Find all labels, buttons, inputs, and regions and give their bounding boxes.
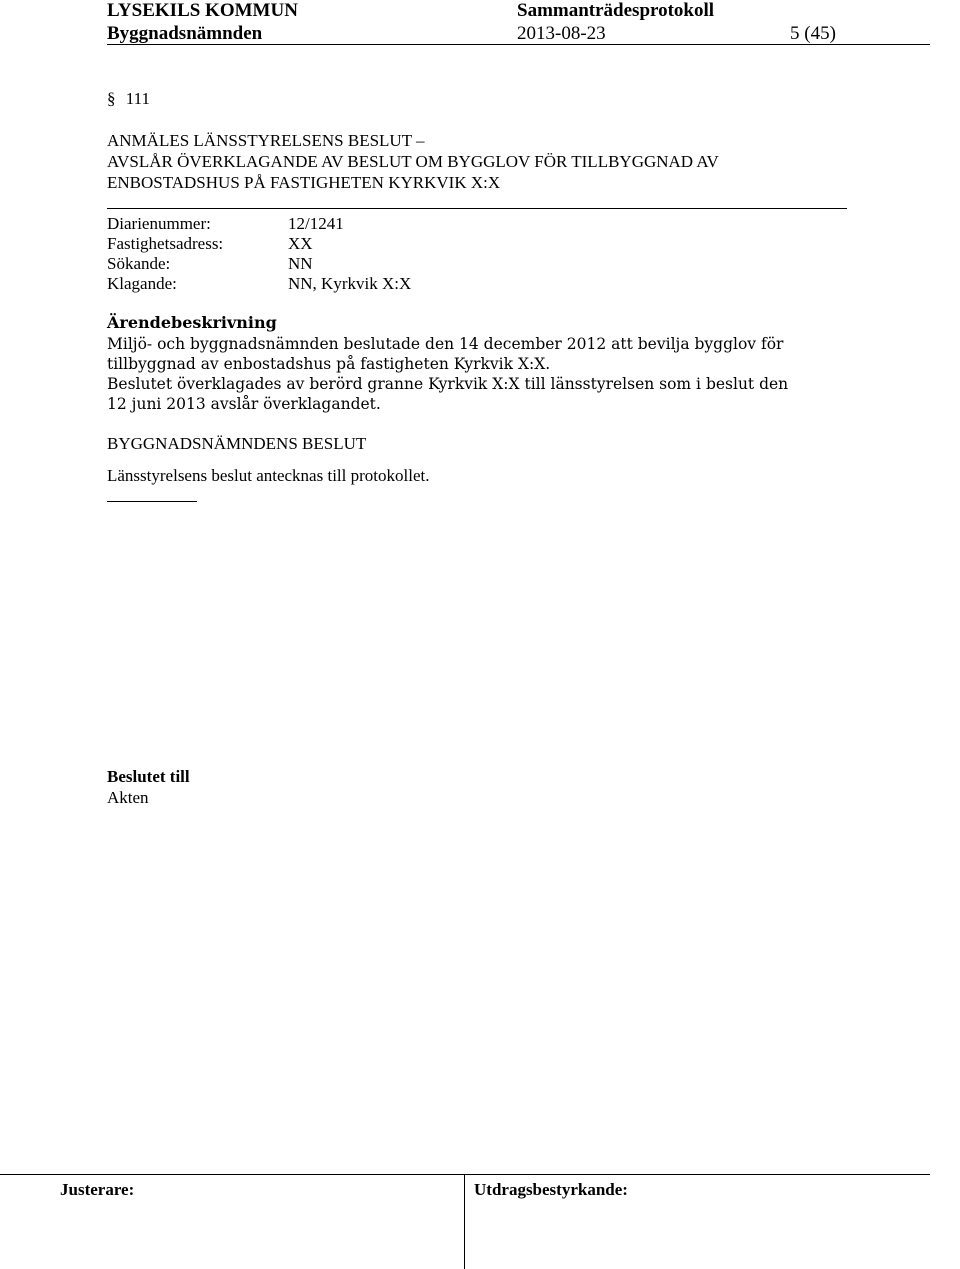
committee-name: Byggnadsnämnden [107, 23, 263, 44]
sent-to-recipient: Akten [107, 788, 149, 807]
adjuster-label: Justerare: [60, 1180, 135, 1199]
meta-label-klagande: Klagande: [107, 274, 177, 293]
description-line-1: Miljö- och byggnadsnämnden beslutade den 14 december 2012 att bevilja bygglov för [107, 335, 784, 353]
meta-label-sokande: Sökande: [107, 254, 171, 273]
meta-value-klagande: NN, Kyrkvik X:X [288, 274, 412, 293]
section-number: 111 [125, 89, 150, 108]
footer-divider [464, 1174, 465, 1269]
paragraph-number [107, 89, 150, 109]
meta-value-diarienummer: 12/1241 [288, 214, 344, 233]
page-number: 5 (45) [790, 23, 836, 44]
description-line-4: 12 juni 2013 avslår överklagandet. [107, 395, 381, 413]
section-symbol: § [107, 89, 116, 108]
meeting-date: 2013-08-23 [517, 23, 606, 44]
decision-heading: BYGGNADSNÄMNDENS BESLUT [107, 434, 367, 453]
description-line-3: Beslutet överklagades av berörd granne Kyrkvik X:X till länsstyrelsen som i beslut den [107, 375, 789, 393]
municipality-name: LYSEKILS KOMMUN [107, 0, 298, 21]
description-heading: Ärendebeskrivning [107, 313, 277, 332]
meta-value-sokande: NN [288, 254, 313, 273]
title-rule [107, 208, 847, 209]
meta-label-diarienummer: Diarienummer: [107, 214, 211, 233]
meta-label-fastighetsadress: Fastighetsadress: [107, 234, 224, 253]
description-line-2: tillbyggnad av enbostadshus på fastigheten Kyrkvik X:X. [107, 355, 551, 373]
case-title-line-1: ANMÄLES LÄNSSTYRELSENS BESLUT – [107, 131, 425, 150]
document-type: Sammanträdesprotokoll [517, 0, 715, 21]
footer-rule [0, 1174, 930, 1175]
meta-value-fastighetsadress: XX [288, 234, 313, 253]
header-rule [107, 44, 930, 45]
sent-to-heading: Beslutet till [107, 767, 190, 786]
decision-end-rule [107, 501, 197, 502]
case-title-line-2: AVSLÅR ÖVERKLAGANDE AV BESLUT OM BYGGLOV FÖR TILLBYGGNAD AV [107, 152, 719, 171]
decision-text: Länsstyrelsens beslut antecknas till protokollet. [107, 466, 430, 485]
certified-label: Utdragsbestyrkande: [474, 1180, 628, 1199]
case-title-line-3: ENBOSTADSHUS PÅ FASTIGHETEN KYRKVIK X:X [107, 173, 501, 192]
